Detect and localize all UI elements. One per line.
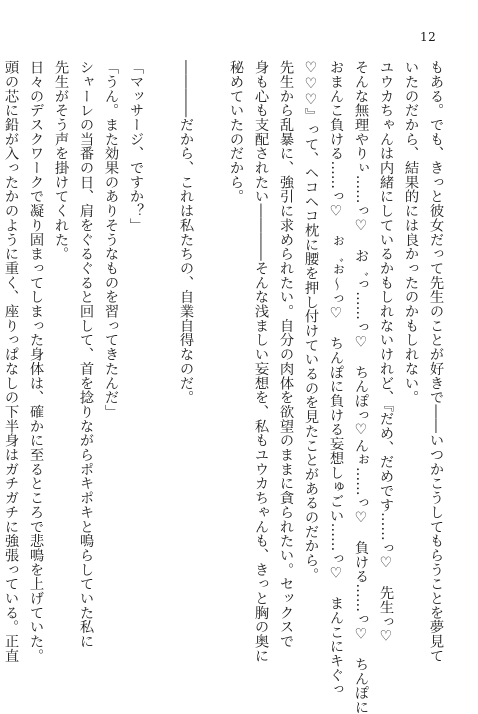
text-line: ♡♡♡』って、ヘコヘコ枕に腰を押し付けているのを見たことがあるのだから。 [303,60,319,582]
text-line: 身も心も支配されたい――――そんな浅ましい妄想を、私もユウカちゃんも、きっと胸の奥に [253,60,269,663]
text-line: 「うん。また効果のありそうなものを習ってきたんだ」 [103,60,119,419]
text-line: ――――だから、これは私たちの、自業自得なのだ。 [178,60,194,405]
page-number: 12 [420,30,437,44]
text-line: 頭の芯に鉛が入ったかのように重く、座りっぱなしの下半身はガチガチに強張っている。正直 [3,60,19,663]
text-line: 先生から乱暴に、強引に求められたい。自分の肉体を欲望のままに貪られたい。セックスで [278,60,294,649]
text-line: おまんこ負ける……っ♡ ぉ゛ぉ～っ♡ ちんぽに負ける妄想しゅごい……っ♡ まんこにキぐっ [328,60,344,697]
text-line: そんな無理やりぃ……っ♡ お゛っ……っ♡ ちんぽっ♡んぉ……っ♡ 負ける……っ♡ ちんぽに [353,60,369,714]
text-line: もある。でも、きっと彼女だって先生のことが好きで――いつかこうしてもらうことを夢見て [428,60,444,663]
text-line: ユウカちゃんは内緒にしているかもしれないけれど、『だめ、だめです……っ♡ 先生っ♡ [378,60,394,645]
blank-line [148,60,173,635]
blank-line [198,60,223,635]
text-line: いたのだから、結果的には良かったのかもしれない。 [403,60,419,405]
text-line: 先生がそう声を掛けてくれた。 [53,60,69,261]
text-line: 「マッサージ、ですか？」 [128,60,144,233]
vertical-text-body [0,60,448,714]
text-line: 日々のデスクワークで凝り固まってしまった身体は、確かに至るところで悲鳴を上げていた。 [28,60,44,663]
text-line: シャーレの当番の日、肩をぐるぐると回して、首を捻りながらポキポキと鳴らしていた私に [78,60,94,649]
text-line: 秘めていたのだから。 [228,60,244,204]
